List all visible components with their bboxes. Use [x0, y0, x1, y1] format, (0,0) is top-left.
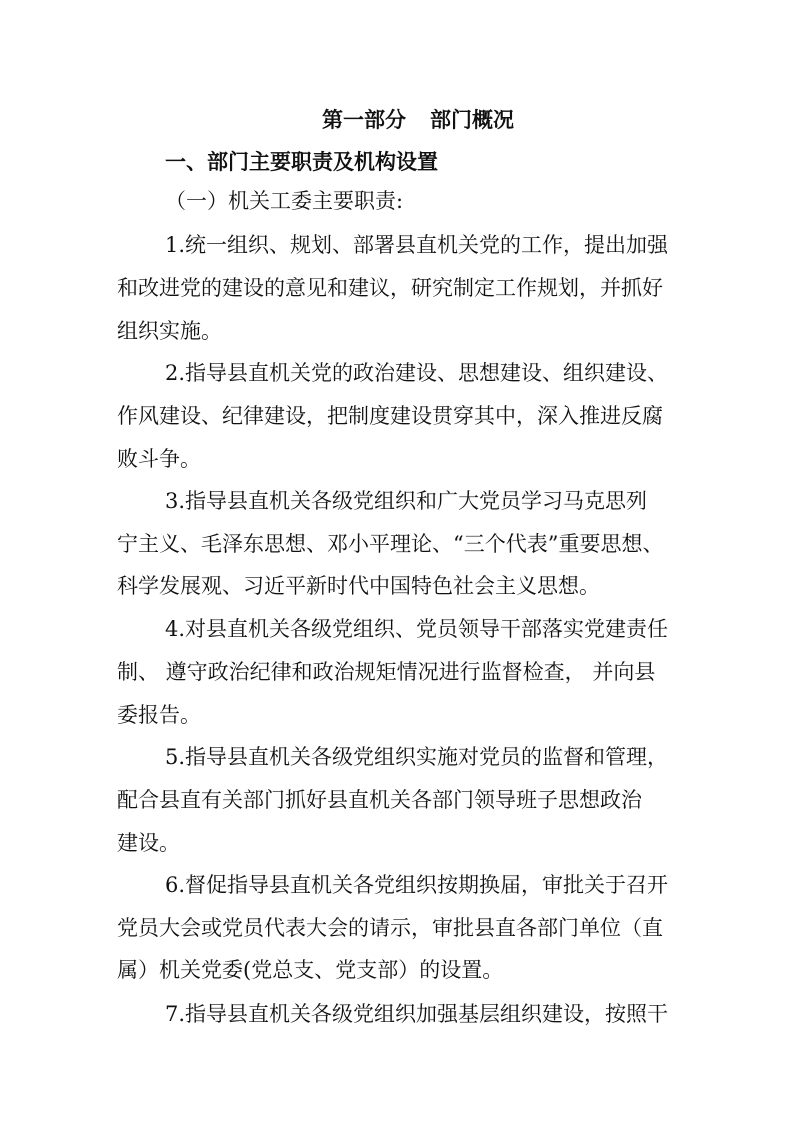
paragraph-3-line-3: 科学发展观、习近平新时代中国特色社会主义思想。 [117, 574, 600, 598]
paragraph-1-line-2: 和改进党的建设的意见和建议，研究制定工作规划，并抓好 [117, 276, 663, 300]
paragraph-5-line-1: 5.指导县直机关各级党组织实施对党员的监督和管理， [165, 745, 669, 769]
paragraph-1-line-3: 组织实施。 [117, 319, 222, 343]
paragraph-5-line-2: 配合县直有关部门抓好县直机关各部门领导班子思想政治 [117, 788, 642, 812]
paragraph-3-line-2: 宁主义、毛泽东思想、邓小平理论、“三个代表”重要思想、 [117, 532, 664, 556]
paragraph-5-line-3: 建设。 [117, 831, 180, 855]
paragraph-2-line-2: 作风建设、纪律建设，把制度建设贯穿其中，深入推进反腐 [117, 404, 663, 428]
paragraph-2-line-3: 败斗争。 [117, 447, 201, 471]
paragraph-1-line-1: 1.统一组织、规划、部署县直机关党的工作，提出加强 [165, 233, 669, 257]
paragraph-7-line-1: 7.指导县直机关各级党组织加强基层组织建设，按照干 [165, 1002, 669, 1026]
paragraph-4-line-1: 4.对县直机关各级党组织、党员领导干部落实党建责任 [165, 617, 669, 641]
section-heading: 一、部门主要职责及机构设置 [165, 150, 438, 174]
paragraph-4-line-2: 制、 遵守政治纪律和政治规矩情况进行监督检查， 并向县 [117, 660, 656, 684]
part-title [322, 107, 514, 133]
paragraph-6-line-3: 属）机关党委(党总支、党支部）的设置。 [117, 958, 504, 982]
part-title-name: 部门概况 [430, 108, 514, 132]
paragraph-4-line-3: 委报告。 [117, 703, 201, 727]
paragraph-3-line-1: 3.指导县直机关各级党组织和广大党员学习马克思列 [165, 489, 648, 513]
paragraph-6-line-1: 6.督促指导县直机关各党组织按期换届，审批关于召开 [165, 873, 669, 897]
subsection-heading: （一）机关工委主要职责: [165, 189, 404, 213]
part-title-part: 第一部分 [322, 108, 406, 132]
paragraph-6-line-2: 党员大会或党员代表大会的请示，审批县直各部门单位（直 [117, 916, 663, 940]
paragraph-2-line-1: 2.指导县直机关党的政治建设、思想建设、组织建设、 [165, 361, 669, 385]
